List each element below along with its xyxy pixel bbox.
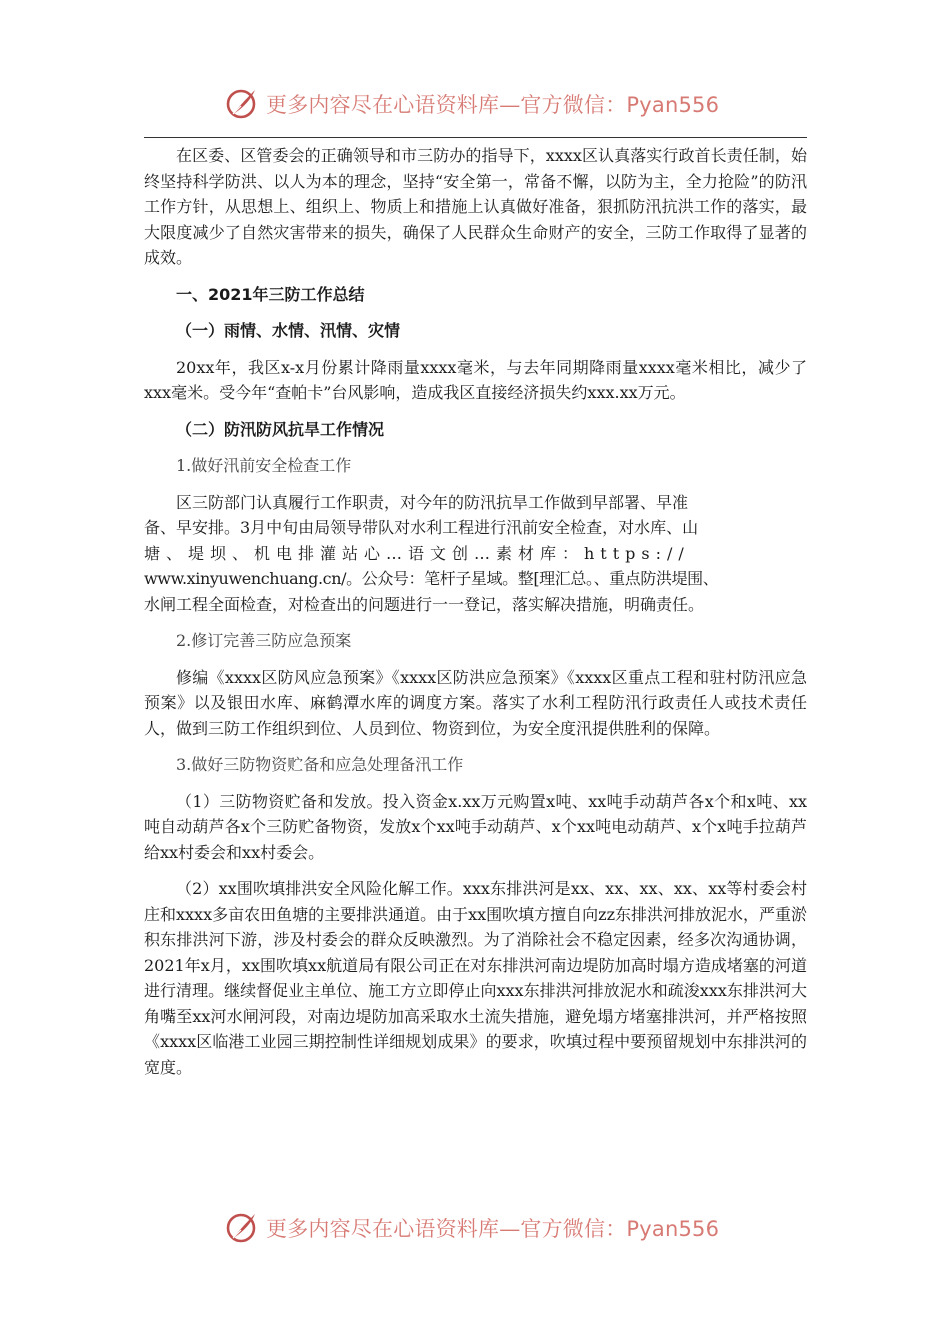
- watermark-banner-bottom: [0, 1208, 950, 1248]
- item-heading-emergency-plan: 2.修订完善三防应急预案: [176, 631, 352, 650]
- document-body: [144, 143, 807, 1080]
- risk-resolution-paragraph: （2）xx围吹填排洪安全风险化解工作。xxx东排洪河是xx、xx、xx、xx、xx等村委会村庄和xxxx多亩农田鱼塘的主要排洪通道。由于xx围吹填方擅自向zz东排洪河排放泥水，严重淤积东排洪河下游，涉及村委会的群众反映激烈。为了消除社会不稳定因素，经多次沟通协调，2021年x月，xx围吹填xx航道局有限公司正在对东排洪河南边堤防加高时塌方造成堵塞的河道进行清理。继续督促业主单位、施工方立即停止向xxx东排洪河排放泥水和疏浚xxx东排洪河大角嘴至xx河水闸河段，对南边堤防加高采取水土流失措施，避免塌方堵塞排洪河，并严格按照《xxxx区临港工业园三期控制性详细规划成果》的要求，吹填过程中要预留规划中东排洪河的宽度。: [144, 879, 808, 1077]
- section-heading-1: 一、2021年三防工作总结: [176, 284, 365, 304]
- item-heading-safety-check: 1.做好汛前安全检查工作: [176, 456, 352, 475]
- wechat-id: Pyan556: [626, 1217, 720, 1241]
- safety-check-line: 塘、堤坝、机电排灌站心…语文创…素材库：https://: [144, 543, 690, 563]
- safety-check-line: 备、早安排。3月中旬由局领导带队对水利工程进行汛前安全检查，对水库、山: [144, 518, 699, 537]
- subsection-heading-rainfall: （一）雨情、水情、汛情、灾情: [176, 321, 401, 340]
- subsection-heading-flood-control: （二）防汛防风抗旱工作情况: [176, 419, 385, 439]
- watermark-banner-top: [0, 84, 950, 124]
- wechat-id: Pyan556: [626, 93, 720, 117]
- watermark-text: 更多内容尽在心语资料库—官方微信：Pyan556: [266, 93, 720, 117]
- safety-check-line: 水闸工程全面检查，对检查出的问题进行一一登记，落实解决措施，明确责任。: [144, 594, 705, 614]
- safety-check-paragraph: [144, 490, 807, 618]
- quill-pen-logo-icon: [224, 1210, 260, 1246]
- materials-paragraph: （1）三防物资贮备和发放。投入资金x.xx万元购置x吨、xx吨手动葫芦各x个和x吨、xx吨自动葫芦各x个三防贮备物资，发放x个xx吨手动葫芦、x个xx吨电动葫芦、x个x吨手拉葫芦给xx村委会和xx村委会。: [144, 791, 807, 862]
- emergency-plan-paragraph: 修编《xxxx区防风应急预案》《xxxx区防洪应急预案》《xxxx区重点工程和驻村防汛应急预案》以及银田水库、麻鹤潭水库的调度方案。落实了水利工程防汛行政责任人或技术责任人，做到三防工作组织到位、人员到位、物资到位，为安全度汛提供胜利的保障。: [144, 667, 807, 738]
- rainfall-paragraph: 20xx年，我区x-x月份累计降雨量xxxx毫米，与去年同期降雨量xxxx毫米相比，减少了xxx毫米。受今年“查帕卡”台风影响，造成我区直接经济损失约xxx.xx万元。: [144, 357, 807, 402]
- item-heading-materials: 3.做好三防物资贮备和应急处理备汛工作: [176, 755, 464, 774]
- safety-check-line: 区三防部门认真履行工作职责，对今年的防汛抗旱工作做到早部署、早准: [176, 492, 689, 512]
- quill-pen-logo-icon: [224, 86, 260, 122]
- header-rule: [144, 137, 807, 138]
- watermark-text: 更多内容尽在心语资料库—官方微信：Pyan556: [266, 1217, 720, 1241]
- safety-check-line: www.xinyuwenchuang.cn/。公众号：笔杆子星域。整[理汇总。、重点防洪堤围、: [144, 569, 719, 588]
- intro-paragraph: 在区委、区管委会的正确领导和市三防办的指导下，xxxx区认真落实行政首长责任制，始终坚持科学防洪、以人为本的理念，坚持“安全第一，常备不懈，以防为主，全力抢险”的防汛工作方针，从思想上、组织上、物质上和措施上认真做好准备，狠抓防汛抗洪工作的落实，最大限度减少了自然灾害带来的损失，确保了人民群众生命财产的安全，三防工作取得了显著的成效。: [144, 146, 807, 267]
